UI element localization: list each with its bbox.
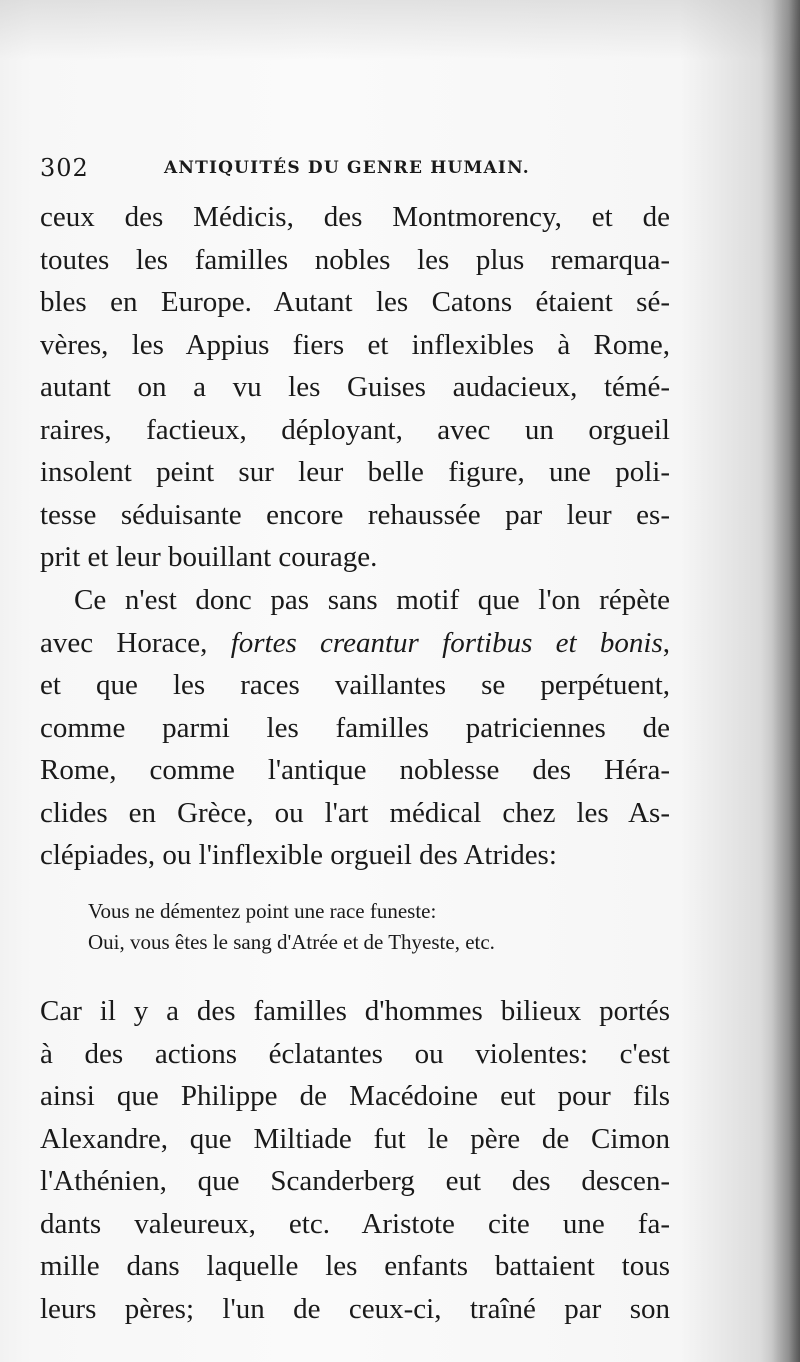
text-line: mille dans laquelle les enfants battaient tous (40, 1250, 670, 1282)
text-line: leurs pères; l'un de ceux-ci, traîné par son (40, 1292, 670, 1325)
text-line: clépiades, ou l'inflexible orgueil des Atrides: (40, 839, 557, 871)
text-line: à des actions éclatantes ou violentes: c'est (40, 1037, 670, 1070)
page-header (40, 150, 680, 182)
verse-line: Vous ne démentez point une race funeste: (88, 899, 437, 923)
text-line: Car il y a des familles d'hommes bilieux portés (40, 995, 670, 1027)
paragraph-1 (40, 196, 670, 579)
paragraph-2 (40, 579, 670, 877)
text-line: Alexandre, que Miltiade fut le père de Cimon (40, 1122, 670, 1155)
text-segment: avec Horace, (40, 626, 231, 659)
verse-line: Oui, vous êtes le sang d'Atrée et de Thyeste, etc. (88, 930, 495, 954)
text-line: Rome, comme l'antique noblesse des Héra- (40, 754, 670, 786)
text-line: l'Athénien, que Scanderberg eut des descen- (40, 1165, 670, 1197)
page-top-shadow (0, 0, 800, 60)
text-line: toutes les familles nobles les plus remarqua- (40, 243, 670, 276)
text-line: ainsi que Philippe de Macédoine eut pour fils (40, 1080, 670, 1112)
text-line: vères, les Appius fiers et inflexibles à Rome, (40, 328, 670, 361)
paragraph-3 (40, 990, 670, 1330)
text-line: Ce n'est donc pas sans motif que l'on répète (74, 584, 670, 616)
page-number: 302 (40, 154, 89, 182)
text-line: dants valeureux, etc. Aristote cite une fa- (40, 1207, 670, 1240)
latin-quotation: fortes creantur fortibus et bonis (230, 626, 663, 659)
text-line: tesse séduisante encore rehaussée par leur es- (40, 498, 670, 531)
text-line: prit et leur bouillant courage. (40, 541, 378, 573)
text-line: bles en Europe. Autant les Catons étaient sé- (40, 286, 670, 318)
text-line-with-latin-quote (40, 622, 670, 665)
verse-quotation (88, 896, 648, 958)
running-head: ANTIQUITÉS DU GENRE HUMAIN. (164, 158, 530, 178)
page-binding-shadow (772, 0, 800, 1362)
text-line: comme parmi les familles patriciennes de (40, 711, 670, 744)
text-line: insolent peint sur leur belle figure, une poli- (40, 456, 670, 488)
text-line: raires, factieux, déployant, avec un orgueil (40, 413, 670, 446)
text-segment: , (662, 626, 670, 659)
text-line: et que les races vaillantes se perpétuent, (40, 669, 670, 701)
text-line: ceux des Médicis, des Montmorency, et de (40, 201, 670, 233)
text-line: clides en Grèce, ou l'art médical chez les As- (40, 796, 670, 829)
text-line: autant on a vu les Guises audacieux, témé- (40, 371, 670, 403)
